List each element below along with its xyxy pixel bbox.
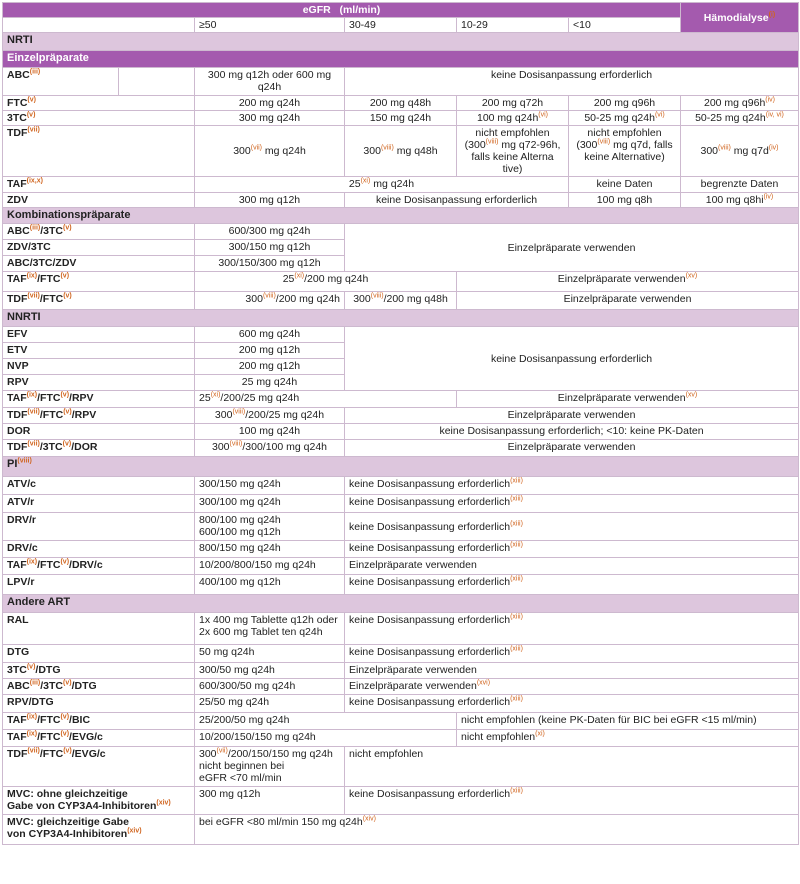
row-taf-ftc-evg-c: TAF$^{(ix)}$/FTC$^{(v)}$/EVG/c 10/200/150/150 mg q24h nicht empfohlen$^{(xi)}$ — [3, 730, 799, 747]
row-rpv-dtg: RPV/DTG 25/50 mg q24h keine Dosisanpassung erforderlich$^{(xiii)}$ — [3, 695, 799, 713]
row-zdv: ZDV 300 mg q12h keine Dosisanpassung erforderlich 100 mg q8h 100 mg $q8hi^{(iv)}$ — [3, 193, 799, 208]
row-lpv-r: LPV/r 400/100 mg q12h keine Dosisanpassung erforderlich$^{(xiii)}$ — [3, 575, 799, 595]
row-taf-ftc-bic: TAF$^{(ix)}$/FTC$^{(v)}$/BIC 25/200/50 mg q24h nicht empfohlen (keine PK-Daten für BIC bei eGFR <15 ml/min) — [3, 713, 799, 730]
row-3tc: 3TC$^{(v)}$ 300 mg q24h 150 mg q24h 100 mg $q24h^{(vi)}$ 50-25 mg $q24h^{(vi)}$ 50-25 mg $q24h^{(iv, vi)}$ — [3, 111, 799, 126]
row-abc-3tc-zdv: ABC/3TC/ZDV 300/150/300 mg q12h — [3, 256, 799, 272]
row-abc-3tc: ABC$^{(iii)}$/3TC$^{(v)}$ 600/300 mg q24h Einzelpräparate verwenden — [3, 224, 799, 240]
row-mvc-mit: MVC: gleichzeitige Gabe von CYP3A4-Inhibitoren$^{(xiv)}$ bei eGFR <80 ml/min 150 mg $q24h^{(xiv)}$ — [3, 815, 799, 845]
section-kombi: Kombinationspräparate — [3, 208, 799, 224]
row-efv: EFV 600 mg q24h keine Dosisanpassung erforderlich — [3, 327, 799, 343]
row-taf: TAF$^{(ix,x)}$ 25$^{(xi)}$ mg q24h keine Daten begrenzte Daten — [3, 177, 799, 193]
section-pi: PI$^{(viii)}$ — [3, 457, 799, 477]
renal-dosing-table — [2, 2, 799, 845]
row-tdf-3tc-dor: TDF$^{(vii)}$/3TC$^{(v)}$/DOR 300$^{(viii)}$/300/100 mg q24h Einzelpräparate verwenden — [3, 440, 799, 457]
section-andere: Andere ART — [3, 595, 799, 613]
dialysis-header: Hämodialyse$^{(i)}$ — [681, 3, 799, 33]
row-tdf-ftc: TDF$^{(vii)}$/FTC$^{(v)}$ 300$^{(viii)}$/200 mg q24h 300$^{(viii)}$/200 mg q48h Einzelpräparate verwenden — [3, 292, 799, 310]
range-ge50: ≥50 — [195, 18, 345, 33]
row-dtg: DTG 50 mg q24h keine Dosisanpassung erforderlich$^{(xiii)}$ — [3, 645, 799, 663]
row-abc-3tc-dtg: ABC$^{(iii)}$/3TC$^{(v)}$/DTG 600/300/50 mg q24h Einzelpräparate verwenden$^{(xvi)}$ — [3, 679, 799, 695]
range-30-49: 30-49 — [345, 18, 457, 33]
row-rpv: RPV 25 mg q24h — [3, 375, 799, 391]
row-abc: ABC$^{(iii)}$ 300 mg q12h oder 600 mg q24h keine Dosisanpassung erforderlich — [3, 68, 799, 96]
header-row — [3, 3, 799, 18]
range-lt10: <10 — [569, 18, 681, 33]
range-10-29: 10-29 — [457, 18, 569, 33]
row-drv-c: DRV/c 800/150 mg q24h keine Dosisanpassung erforderlich$^{(xiii)}$ — [3, 541, 799, 558]
row-tdf-ftc-rpv: TDF$^{(vii)}$/FTC$^{(v)}$/RPV 300$^{(viii)}$/200/25 mg q24h Einzelpräparate verwenden — [3, 408, 799, 424]
row-ral: RAL 1x 400 mg Tablette q12h oder 2x 600 mg Tablet ten q24h keine Dosisanpassung erforderlich$^{(xiii)}$ — [3, 613, 799, 645]
row-atv-r: ATV/r 300/100 mg q24h keine Dosisanpassung erforderlich$^{(xiii)}$ — [3, 495, 799, 513]
row-drv-r: DRV/r 800/100 mg q24h 600/100 mg q12h keine Dosisanpassung erforderlich$^{(xiii)}$ — [3, 513, 799, 541]
row-etv: ETV 200 mg q12h — [3, 343, 799, 359]
row-dor: DOR 100 mg q24h keine Dosisanpassung erforderlich; <10: keine PK-Daten — [3, 424, 799, 440]
row-tdf: TDF$^{(vii)}$ 300$^{(vii)}$ mg q24h 300$^{(viii)}$ mg q48h nicht empfohlen (300$^{(viii)}$ mg q72-96h, falls keine Alterna tive) nicht empfohlen (300$^{(viii)}$ mg q7d, falls keine Alternative) 300$^{(viii)}$ mg $q7d^{(iv)}$ — [3, 126, 799, 177]
row-taf-ftc: TAF$^{(ix)}$/FTC$^{(v)}$ 25$^{(xi)}$/200 mg q24h Einzelpräparate verwenden$^{(xv)}$ — [3, 272, 799, 292]
section-einzel: Einzelpräparate — [3, 51, 799, 68]
section-nnrti: NNRTI — [3, 310, 799, 327]
row-ftc: FTC$^{(v)}$ 200 mg q24h 200 mg q48h 200 mg q72h 200 mg q96h 200 mg $q96h^{(iv)}$ — [3, 96, 799, 111]
range-row — [3, 18, 799, 33]
row-zdv-3tc: ZDV/3TC 300/150 mg q12h — [3, 240, 799, 256]
row-taf-ftc-rpv: TAF$^{(ix)}$/FTC$^{(v)}$/RPV 25$^{(xi)}$/200/25 mg q24h Einzelpräparate verwenden$^{(xv)}$ — [3, 391, 799, 408]
section-nrti: NRTI — [3, 33, 799, 51]
row-atv-c: ATV/c 300/150 mg q24h keine Dosisanpassung erforderlich$^{(xiii)}$ — [3, 477, 799, 495]
row-mvc-ohne: MVC: ohne gleichzeitige Gabe von CYP3A4-Inhibitoren$^{(xiv)}$ 300 mg q12h keine Dosisanpassung erforderlich$^{(xiii)}$ — [3, 787, 799, 815]
row-tdf-ftc-evg-c: TDF$^{(vii)}$/FTC$^{(v)}$/EVG/c 300$^{(vii)}$/200/150/150 mg q24h nicht beginnen bei eGFR <70 ml/min nicht empfohlen — [3, 747, 799, 787]
row-3tc-dtg: 3TC$^{(v)}$/DTG 300/50 mg q24h Einzelpräparate verwenden — [3, 663, 799, 679]
row-nvp: NVP 200 mg q12h — [3, 359, 799, 375]
egfr-header: eGFR (ml/min) — [3, 3, 681, 18]
row-taf-ftc-drv-c: TAF$^{(ix)}$/FTC$^{(v)}$/DRV/c 10/200/800/150 mg q24h Einzelpräparate verwenden — [3, 558, 799, 575]
